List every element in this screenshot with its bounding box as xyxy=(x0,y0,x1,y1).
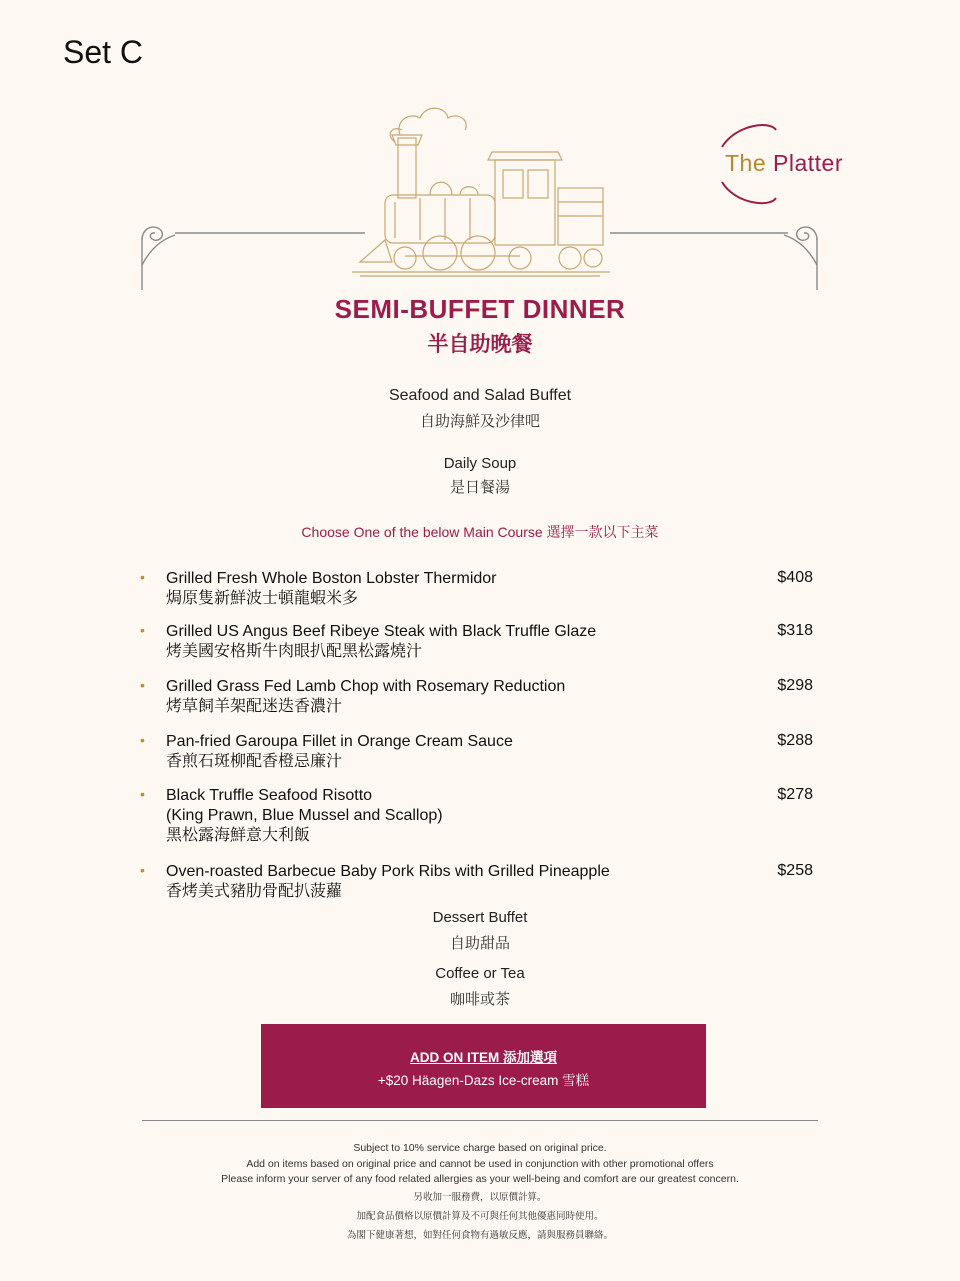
item-name-en: Pan-fried Garoupa Fillet in Orange Cream Sauce xyxy=(166,733,513,750)
seafood-course-zh: 自助海鮮及沙律吧 xyxy=(419,413,540,430)
item-name-zh: 香煎石斑柳配香橙忌廉汁 xyxy=(166,753,343,770)
dessert-course xyxy=(0,909,960,953)
item-name-zh: 烤美國安格斯牛肉眼扒配黑松露燒汁 xyxy=(166,643,423,660)
add-on-banner xyxy=(261,1024,706,1108)
item-price: $318 xyxy=(777,622,813,639)
item-name-zh: 焗原隻新鮮波士頓龍蝦米多 xyxy=(166,590,359,607)
coffee-course xyxy=(0,965,960,1009)
add-on-item: +$20 Häagen-Dazs Ice-cream 雪糕 xyxy=(377,1073,590,1088)
item-name-en: Grilled US Angus Beef Ribeye Steak with Black Truffle Glaze xyxy=(166,623,597,640)
item-price: $278 xyxy=(777,786,813,803)
footer-line-zh: 另收加一服務費，以原價計算。 xyxy=(413,1191,547,1203)
item-price: $258 xyxy=(777,862,813,879)
logo-the: The xyxy=(725,150,767,176)
soup-course-en: Daily Soup xyxy=(443,455,517,472)
menu-title-zh: 半自助晚餐 xyxy=(427,333,533,356)
item-name-zh: 烤草飼羊架配迷迭香濃汁 xyxy=(166,698,343,715)
item-price: $298 xyxy=(777,677,813,694)
dessert-course-en: Dessert Buffet xyxy=(432,909,528,926)
item-name-zh: 香烤美式豬肋骨配扒菠蘿 xyxy=(166,883,343,900)
logo-platter: Platter xyxy=(773,150,844,176)
soup-course xyxy=(0,455,960,497)
footer-line: Subject to 10% service charge based on original price. xyxy=(353,1142,607,1154)
footer-line: Add on items based on original price and cannot be used in conjunction with other promotional offers xyxy=(246,1157,714,1170)
footer-divider xyxy=(142,1120,818,1121)
footer-line-zh: 為閣下健康著想，如對任何食物有過敏反應，請與服務員聯絡。 xyxy=(346,1229,613,1241)
bullet-icon: • xyxy=(140,732,145,748)
bullet-icon: • xyxy=(140,569,145,585)
item-price: $288 xyxy=(777,732,813,749)
coffee-course-en: Coffee or Tea xyxy=(435,965,525,982)
footer-notes xyxy=(0,1141,960,1245)
dessert-course-zh: 自助甜品 xyxy=(449,935,510,952)
menu-title: SEMI-BUFFET DINNER xyxy=(334,294,626,324)
bullet-icon: • xyxy=(140,786,145,802)
bullet-icon: • xyxy=(140,862,145,878)
footer-line-zh: 加配食品價格以原價計算及不可與任何其他優惠同時使用。 xyxy=(356,1210,604,1222)
add-on-title: ADD ON ITEM 添加選項 xyxy=(410,1050,557,1065)
seafood-course-en: Seafood and Salad Buffet xyxy=(388,387,572,404)
item-name-en: Oven-roasted Barbecue Baby Pork Ribs with Grilled Pineapple xyxy=(166,863,610,880)
bullet-icon: • xyxy=(140,622,145,638)
footer-line: Please inform your server of any food related allergies as your well-being and comfort are our greatest concern. xyxy=(221,1173,739,1185)
set-label: Set C xyxy=(63,34,144,70)
item-name-en: Grilled Fresh Whole Boston Lobster Thermidor xyxy=(166,570,497,587)
item-name-en-detail: (King Prawn, Blue Mussel and Scallop) xyxy=(166,807,443,824)
coffee-course-zh: 咖啡或茶 xyxy=(449,991,510,1008)
bullet-icon: • xyxy=(140,677,145,693)
soup-course-zh: 是日餐湯 xyxy=(449,479,510,496)
choose-main-course: Choose One of the below Main Course 選擇一款以下主菜 xyxy=(301,524,659,540)
item-name-en: Black Truffle Seafood Risotto xyxy=(166,787,373,804)
seafood-course xyxy=(0,387,960,431)
item-price: $408 xyxy=(777,569,813,586)
item-name-zh: 黑松露海鮮意大利飯 xyxy=(166,827,311,844)
logo-text xyxy=(725,150,843,177)
item-name-en: Grilled Grass Fed Lamb Chop with Rosemary Reduction xyxy=(166,678,566,695)
